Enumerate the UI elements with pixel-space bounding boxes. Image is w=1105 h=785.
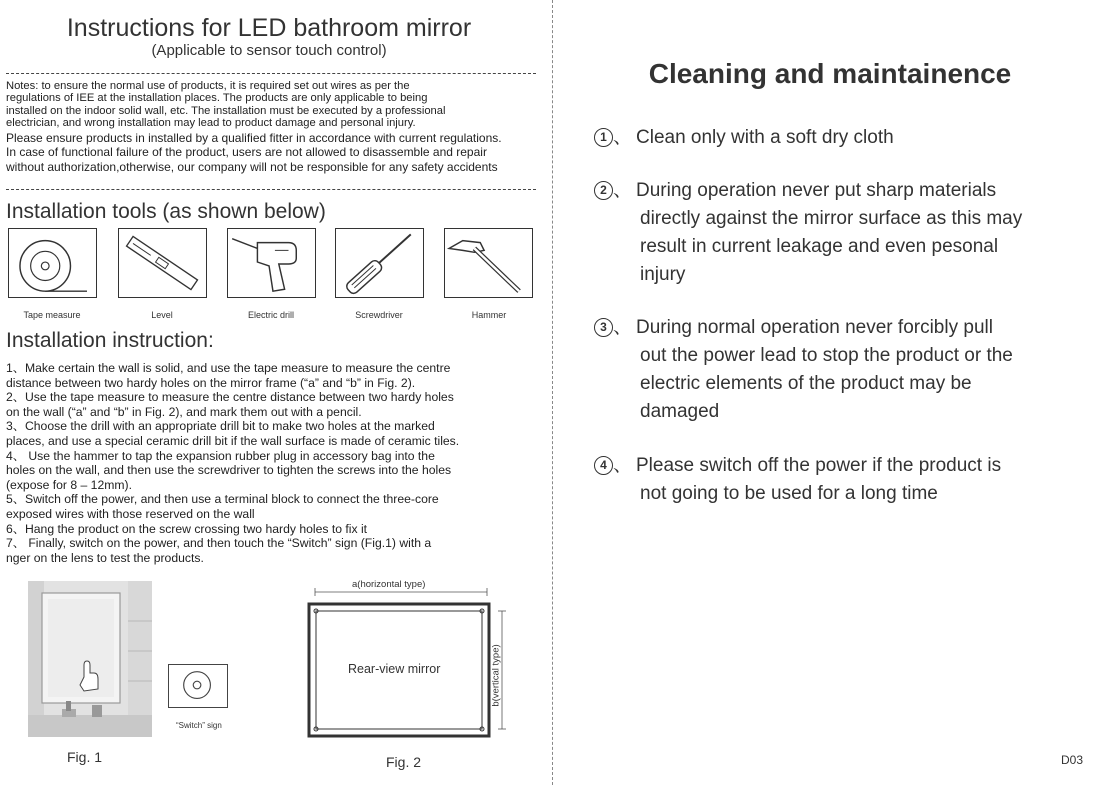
- item-line: not going to be used for a long time: [640, 483, 938, 504]
- cleaning-item: [594, 314, 1084, 426]
- item-number: 3 、: [594, 314, 636, 342]
- tool-label: Screwdriver: [355, 310, 403, 320]
- item-line: During normal operation never forcibly pull: [636, 317, 993, 338]
- cleaning-title: Cleaning and maintainence: [648, 58, 1012, 89]
- item-line: Please switch off the power if the product is: [636, 455, 1002, 476]
- step-line: (expose for 8 – 12mm).: [6, 477, 132, 492]
- page-code: D03: [1060, 753, 1083, 767]
- notes-line: Notes: to ensure the normal use of products, it is required set out wires as per the: [6, 80, 410, 92]
- electric-drill-icon: [227, 228, 316, 298]
- fig2-b-label: b(vertical type): [491, 636, 502, 716]
- item-number: 4 、: [594, 452, 636, 480]
- installation-steps: [6, 361, 551, 565]
- tools-heading: Installation tools (as shown below): [6, 200, 326, 223]
- tape-measure-icon: [8, 228, 97, 298]
- switch-sign-box: [168, 664, 228, 708]
- step-line: 2、Use the tape measure to measure the centre distance between two hardy holes: [6, 390, 454, 405]
- notes-line: Please ensure products in installed by a qualified fitter in accordance with current regulations.: [6, 130, 502, 145]
- step-line: 7、 Finally, switch on the power, and then touch the “Switch” sign (Fig.1) with a: [6, 536, 432, 551]
- cleaning-item: [594, 177, 1084, 289]
- step-line: holes on the wall, and then use the screwdriver to tighten the screws into the holes: [6, 463, 452, 478]
- screwdriver-icon: [335, 228, 424, 298]
- item-line: directly against the mirror surface as this may: [640, 208, 1023, 229]
- notes-line: In case of functional failure of the product, users are not allowed to disassemble and repair: [6, 145, 487, 160]
- switch-sign-label: “Switch” sign: [176, 721, 222, 730]
- page-subtitle: (Applicable to sensor touch control): [151, 42, 387, 59]
- step-line: nger on the lens to test the products.: [6, 550, 204, 565]
- item-line: damaged: [640, 401, 720, 422]
- notes-line: regulations of IEE at the installation places. The products are only applicable to being: [6, 92, 428, 105]
- fig2-center-label: Rear-view mirror: [348, 662, 441, 676]
- step-line: 3、Choose the drill with an appropriate drill bit to make two holes at the marked: [6, 419, 435, 434]
- tool-label: Hammer: [471, 310, 507, 320]
- cleaning-item: [594, 452, 1084, 508]
- item-line: result in current leakage and even pesonal: [640, 236, 999, 257]
- page-title: Instructions for LED bathroom mirror: [66, 14, 472, 42]
- notes-line: without authorization,otherwise, our company will not be responsible for any safety accidents: [6, 159, 498, 174]
- notes-line: installed on the indoor solid wall, etc. The installation must be executed by a professional: [6, 104, 446, 117]
- fig2-diagram: [305, 580, 515, 740]
- dashed-rule: [6, 73, 536, 74]
- step-line: on the wall (“a” and “b” in Fig. 2), and mark them out with a pencil.: [6, 404, 362, 419]
- item-line: Clean only with a soft dry cloth: [636, 127, 894, 148]
- step-line: places, and use a special ceramic drill bit if the wall surface is made of ceramic tiles.: [6, 433, 460, 448]
- tool-label: Tape measure: [23, 310, 81, 320]
- notes-line: electrician, and wrong installation may lead to product damage and personal injury.: [6, 117, 416, 130]
- step-line: distance between two hardy holes on the mirror frame (“a” and “b” in Fig. 2).: [6, 375, 416, 390]
- step-line: 4、 Use the hammer to tap the expansion rubber plug in accessory bag into the: [6, 448, 435, 463]
- item-number: 1 、: [594, 124, 636, 152]
- fig1-bathroom-photo: [28, 581, 152, 737]
- instruction-heading: Installation instruction:: [6, 329, 214, 352]
- item-line: injury: [640, 264, 686, 285]
- hammer-icon: [444, 228, 533, 298]
- item-line: electric elements of the product may be: [640, 373, 972, 394]
- cleaning-item: [594, 124, 1084, 152]
- step-line: 5、Switch off the power, and then use a terminal block to connect the three-core: [6, 492, 439, 507]
- item-line: out the power lead to stop the product or the: [640, 345, 1013, 366]
- fig2-a-label: a(horizontal type): [352, 579, 426, 590]
- item-number: 2 、: [594, 177, 636, 205]
- step-line: exposed wires with those reserved on the wall: [6, 506, 255, 521]
- item-line: During operation never put sharp materials: [636, 180, 997, 201]
- fig1-caption: Fig. 1: [67, 749, 103, 765]
- notes-block: [6, 80, 551, 174]
- dashed-rule: [6, 189, 536, 190]
- level-icon: [118, 228, 207, 298]
- tool-label: Level: [151, 310, 173, 320]
- fig2-caption: Fig. 2: [386, 754, 422, 770]
- page-fold-divider: [552, 0, 553, 785]
- step-line: 1、Make certain the wall is solid, and use the tape measure to measure the centre: [6, 361, 451, 375]
- tool-label: Electric drill: [247, 310, 294, 320]
- step-line: 6、Hang the product on the screw crossing two hardy holes to fix it: [6, 521, 368, 536]
